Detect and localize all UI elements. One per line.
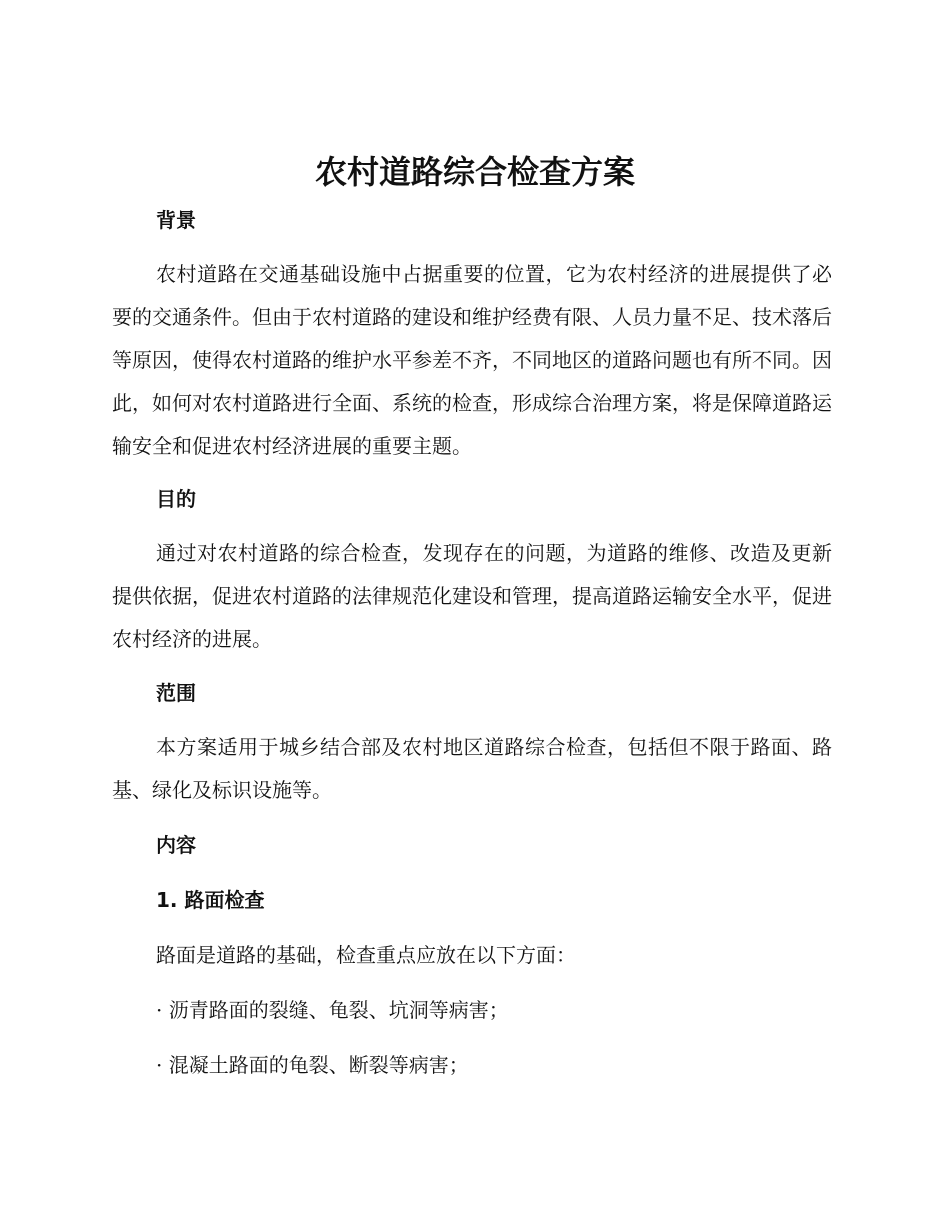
section-heading-purpose: 目的: [156, 487, 196, 511]
section-heading-background: 背景: [156, 208, 196, 232]
list-item: · 混凝土路面的龟裂、断裂等病害；: [156, 1053, 469, 1077]
section-heading-scope: 范围: [156, 681, 196, 705]
section-text-purpose: 通过对农村道路的综合检查，发现存在的问题，为道路的维修、改造及更新提供依据，促进农村道路的法律规范化建设和管理，提高道路运输安全水平，促进农村经济的进展。: [112, 541, 832, 651]
subsection-heading-pavement: 1. 路面检查: [156, 888, 265, 912]
section-heading-content: 内容: [156, 833, 196, 857]
list-item: · 沥青路面的裂缝、龟裂、坑洞等病害；: [156, 998, 509, 1022]
document-title: 农村道路综合检查方案: [314, 153, 635, 191]
section-text-background: 农村道路在交通基础设施中占据重要的位置，它为农村经济的进展提供了必要的交通条件。但由于农村道路的建设和维护经费有限、人员力量不足、技术落后等原因，使得农村道路的维护水平参差不齐，不同地区的道路问题也有所不同。因此，如何对农村道路进行全面、系统的检查，形成综合治理方案，将是保障道路运输安全和促进农村经济进展的重要主题。: [112, 262, 832, 458]
subsection-intro-pavement: 路面是道路的基础，检查重点应放在以下方面：: [156, 943, 576, 967]
section-text-scope: 本方案适用于城乡结合部及农村地区道路综合检查，包括但不限于路面、路基、绿化及标识设施等。: [112, 735, 832, 802]
